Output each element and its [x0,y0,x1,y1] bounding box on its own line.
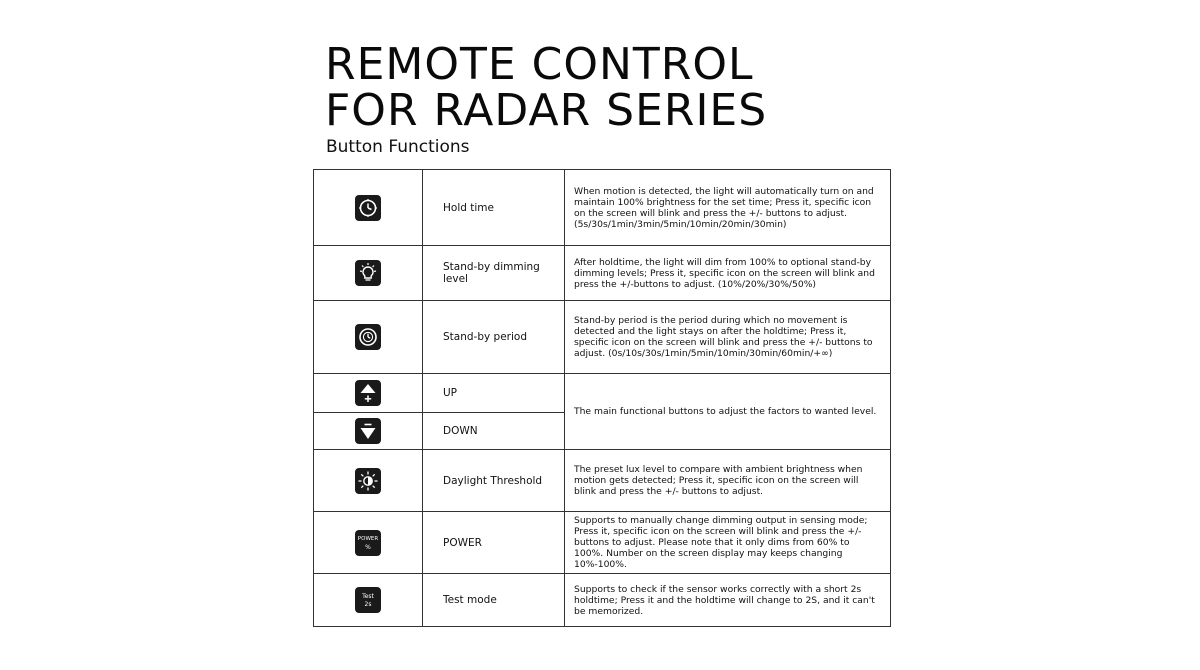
function-description-hold-time: When motion is detected, the light will automatically turn on and maintain 100% brightness for the set time; Press it, specific icon on the screen will blink and press the +/- buttons to adjust. (5s/30s/1min/3min/5min/10min/20min/30min) [565,170,891,246]
test-2s-icon [355,587,381,613]
down-arrow-icon [355,418,381,444]
function-name-daylight-threshold: Daylight Threshold [423,450,565,512]
function-name-power: POWER [423,512,565,574]
function-name-down: DOWN [423,413,565,450]
function-description-up-down: The main functional buttons to adjust the factors to wanted level. [565,374,891,450]
section-subtitle: Button Functions [326,137,470,157]
button-functions-table [313,169,891,627]
page-title [325,39,768,136]
title-line-1: REMOTE CONTROL [325,39,754,90]
timer-icon [355,324,381,350]
table-row [314,374,891,413]
test-icon-label: Test [362,593,374,600]
function-description-daylight-threshold: The preset lux level to compare with ambient brightness when motion gets detected; Press it, specific icon on the screen will blink and press the +/- buttons to adjust. [565,450,891,512]
table-row [314,574,891,627]
function-name-up: UP [423,374,565,413]
clock-icon [355,195,381,221]
function-description-standby-period: Stand-by period is the period during which no movement is detected and the light stays on after the holdtime; Press it, specific icon on the screen will blink and press the +/- buttons to adjust. (0s/10s/30s/1min/5min/10min/30min/60min/+∞) [565,301,891,374]
function-name-standby-dimming: Stand-by dimming level [423,246,565,301]
table-row [314,450,891,512]
function-name-hold-time: Hold time [423,170,565,246]
power-icon-percent: % [365,543,371,551]
function-description-test-mode: Supports to check if the sensor works correctly with a short 2s holdtime; Press it and the holdtime will change to 2S, and it can't be memorized. [565,574,891,627]
lightbulb-icon [355,260,381,286]
power-icon-label: POWER [357,535,379,542]
up-arrow-icon [355,380,381,406]
function-description-power: Supports to manually change dimming output in sensing mode; Press it, specific icon on the screen will blink and press the +/- buttons to adjust. Please note that it only dims from 60% to 100%. Number on the screen display may keeps changing 10%-100%. [565,512,891,574]
table-row [314,512,891,574]
table-row [314,170,891,246]
power-percent-icon [355,530,381,556]
test-icon-duration: 2s [364,601,372,608]
table-row [314,246,891,301]
title-line-2: FOR RADAR SERIES [325,85,768,136]
function-name-test-mode: Test mode [423,574,565,627]
function-description-standby-dimming: After holdtime, the light will dim from 100% to optional stand-by dimming levels; Press it, specific icon on the screen will blink and press the +/-buttons to adjust. (10%/20%/30%/50%) [565,246,891,301]
table-row [314,301,891,374]
function-name-standby-period: Stand-by period [423,301,565,374]
daylight-icon [355,468,381,494]
